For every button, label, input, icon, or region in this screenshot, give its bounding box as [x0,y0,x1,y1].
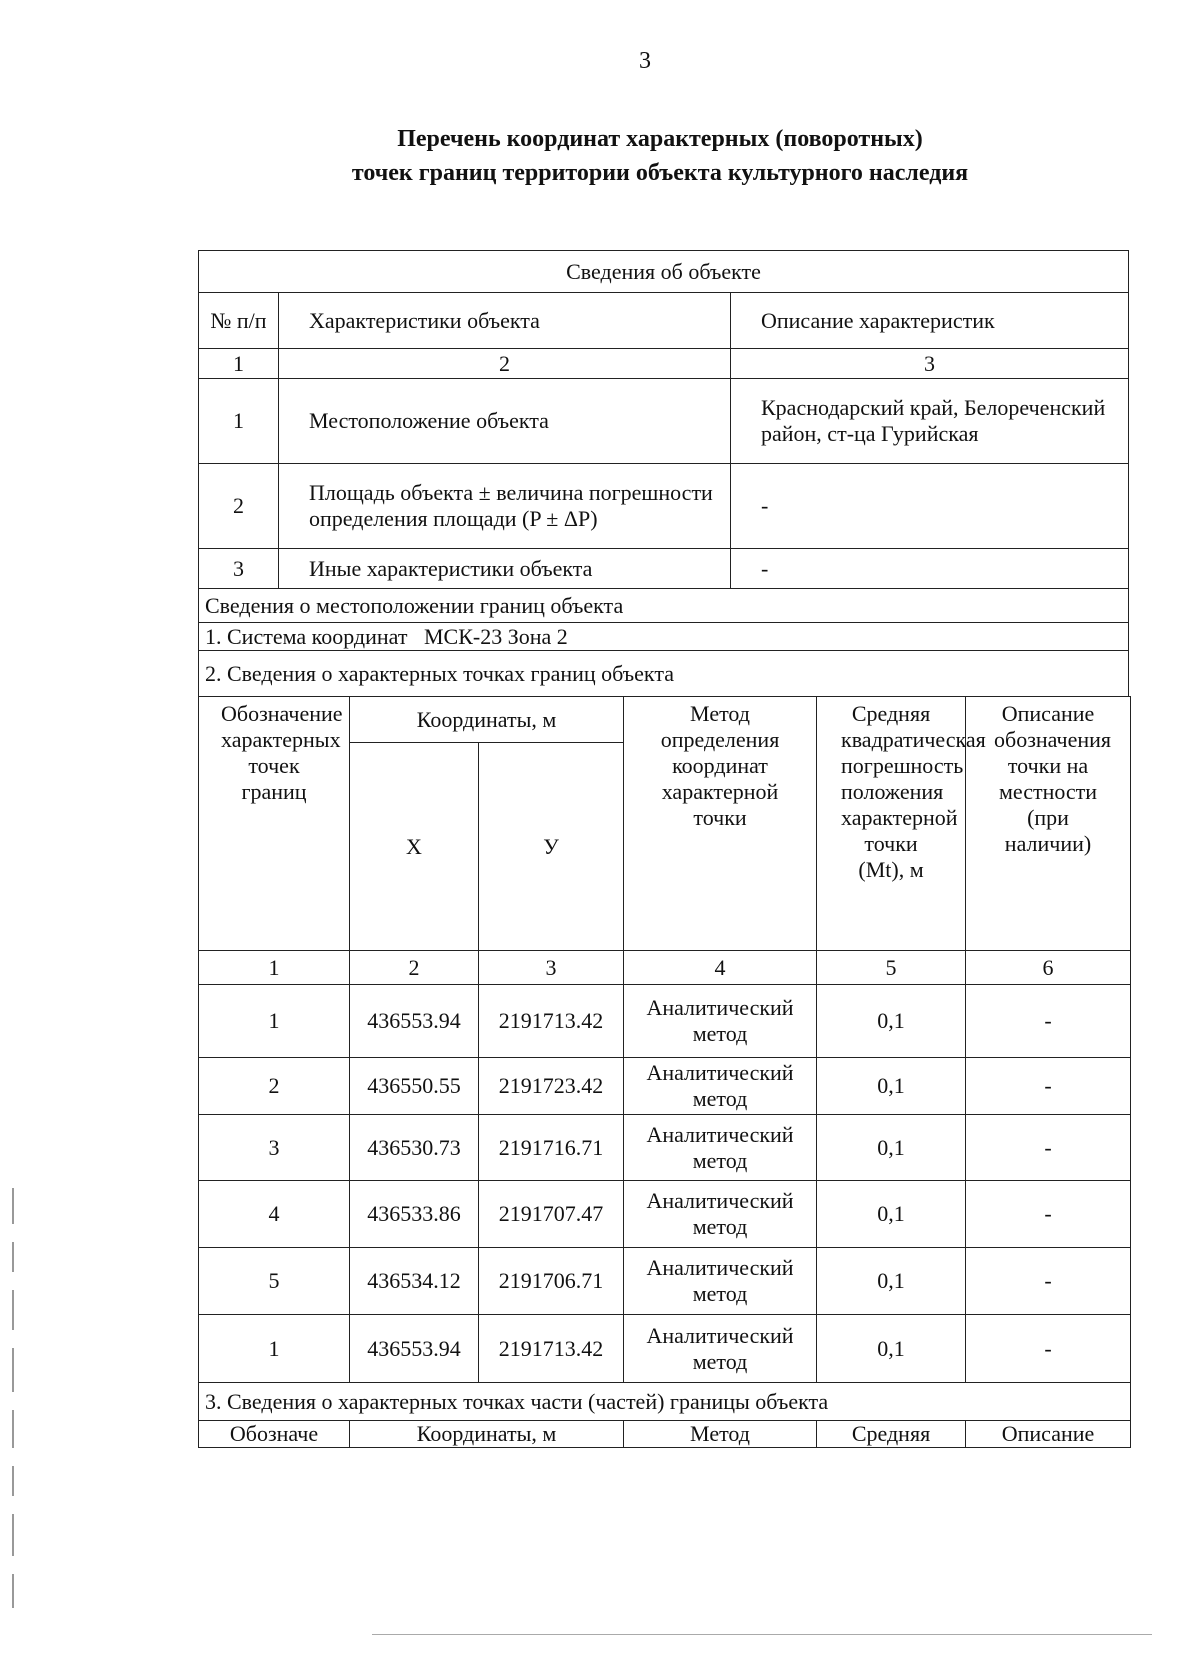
point-error: 0,1 [817,1115,966,1181]
point-y: 2191716.71 [479,1115,624,1181]
object-info-row [199,379,1129,464]
object-info-row [199,464,1129,549]
row-number: 1 [199,379,279,464]
point-method: Аналитический метод [624,1315,817,1383]
object-info-header: Сведения об объекте [199,251,1129,293]
point-x: 436530.73 [350,1115,479,1181]
point-id: 2 [199,1058,350,1115]
point-error: 0,1 [817,1315,966,1383]
point-row [199,1248,1131,1315]
point-id: 3 [199,1115,350,1181]
col-number-5: 5 [817,951,966,985]
document-title [200,122,1120,190]
row-description: - [731,549,1129,589]
coordinate-system: 1. Система координат МСК-23 Зона 2 [199,623,1129,651]
section-3-col-2: Координаты, м [350,1421,624,1448]
point-description: - [966,985,1131,1058]
points-table [198,696,1131,1448]
col-header-number: № п/п [199,293,279,349]
point-row [199,1058,1131,1115]
point-x: 436553.94 [350,1315,479,1383]
col-header-designation: Обозначение характерных точек границ [199,697,350,951]
point-description: - [966,1315,1131,1383]
col-header-error: Средняя квадратическая погрешность положения характерной точки (Mt), м [817,697,966,951]
object-info-row [199,549,1129,589]
col-number-2: 2 [279,349,731,379]
point-x: 436533.86 [350,1181,479,1248]
col-number-2: 2 [350,951,479,985]
section-3-col-4: Средняя [817,1421,966,1448]
point-error: 0,1 [817,1181,966,1248]
point-description: - [966,1181,1131,1248]
col-header-method: Метод определения координат характерной точки [624,697,817,951]
point-description: - [966,1058,1131,1115]
col-number-1: 1 [199,349,279,379]
row-characteristic: Местоположение объекта [279,379,731,464]
section-3-title: 3. Сведения о характерных точках части (частей) границы объекта [199,1383,1131,1421]
point-description: - [966,1248,1131,1315]
point-y: 2191713.42 [479,985,624,1058]
point-x: 436534.12 [350,1248,479,1315]
row-description: - [731,464,1129,549]
section-2-title: 2. Сведения о характерных точках границ объекта [199,651,1129,697]
title-line-2: точек границ территории объекта культурного наследия [351,160,969,186]
col-header-coordinates: Координаты, м [350,697,624,743]
point-error: 0,1 [817,985,966,1058]
point-method: Аналитический метод [624,985,817,1058]
section-3-col-5: Описание [966,1421,1131,1448]
point-row [199,1315,1131,1383]
point-x: 436550.55 [350,1058,479,1115]
point-method: Аналитический метод [624,1181,817,1248]
point-error: 0,1 [817,1248,966,1315]
point-row [199,1181,1131,1248]
row-number: 2 [199,464,279,549]
row-characteristic: Площадь объекта ± величина погрешности определения площади (P ± ΔP) [279,464,731,549]
point-method: Аналитический метод [624,1058,817,1115]
section-3-col-3: Метод [624,1421,817,1448]
point-id: 4 [199,1181,350,1248]
point-y: 2191707.47 [479,1181,624,1248]
title-line-1: Перечень координат характерных (поворотных) [397,126,923,152]
point-row [199,985,1131,1058]
boundaries-header: Сведения о местоположении границ объекта [199,589,1129,623]
scan-edge-marks [12,1188,15,1626]
point-id: 1 [199,1315,350,1383]
col-number-6: 6 [966,951,1131,985]
col-number-3: 3 [731,349,1129,379]
point-y: 2191706.71 [479,1248,624,1315]
col-header-y: У [479,743,624,951]
point-description: - [966,1115,1131,1181]
section-3-col-1: Обозначе [199,1421,350,1448]
point-method: Аналитический метод [624,1115,817,1181]
point-id: 5 [199,1248,350,1315]
col-header-characteristic: Характеристики объекта [279,293,731,349]
point-y: 2191713.42 [479,1315,624,1383]
row-characteristic: Иные характеристики объекта [279,549,731,589]
row-description: Краснодарский край, Белореченский район, ст-ца Гурийская [731,379,1129,464]
point-id: 1 [199,985,350,1058]
col-header-description: Описание характеристик [731,293,1129,349]
col-header-point-description: Описание обозначения точки на местности (при наличии) [966,697,1131,951]
object-info-table [198,250,1129,697]
row-number: 3 [199,549,279,589]
page-number: 3 [639,48,651,74]
point-error: 0,1 [817,1058,966,1115]
col-number-4: 4 [624,951,817,985]
point-x: 436553.94 [350,985,479,1058]
point-y: 2191723.42 [479,1058,624,1115]
point-method: Аналитический метод [624,1248,817,1315]
col-number-3: 3 [479,951,624,985]
col-number-1: 1 [199,951,350,985]
col-header-x: Х [350,743,479,951]
point-row [199,1115,1131,1181]
bottom-rule [372,1634,1152,1635]
